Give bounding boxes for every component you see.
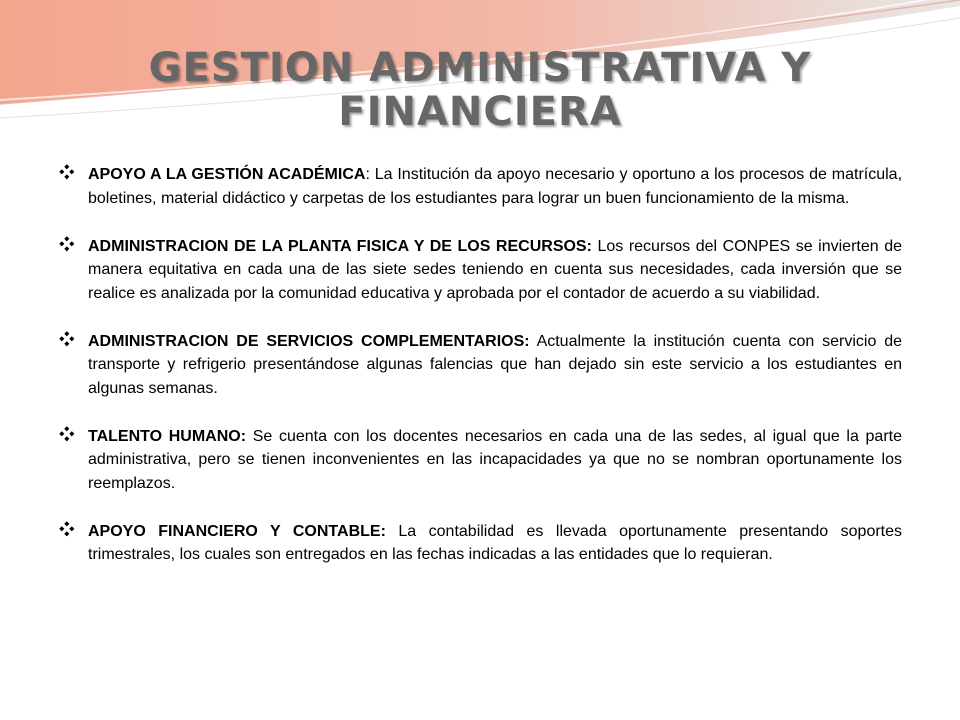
content-list <box>62 163 902 591</box>
list-item <box>62 235 902 306</box>
item-heading: ADMINISTRACION DE SERVICIOS COMPLEMENTARIOS: <box>88 332 530 350</box>
item-separator: : <box>365 166 370 183</box>
diamond-bullet-icon <box>59 331 75 347</box>
item-heading: APOYO A LA GESTIÓN ACADÉMICA <box>88 166 366 183</box>
item-text: La contabilidad es llevada oportunamente presentando soportes trimestrales, los cuales son entregados en las fechas indicadas a las entidades que lo requieran. <box>88 522 903 563</box>
page-title <box>0 46 960 134</box>
item-text: Se cuenta con los docentes necesarios en cada una de las sedes, al igual que la parte administrativa, pero se tienen inconvenientes en las incapacidades ya que no se nombran oportunamente los reemplazos. <box>88 427 902 492</box>
item-text: Actualmente la institución cuenta con servicio de transporte y refrigerio presentándose algunas falencias que han dejado sin este servicio a los estudiantes en algunas semanas. <box>88 332 902 397</box>
list-item <box>62 425 902 496</box>
item-heading: TALENTO HUMANO: <box>88 427 247 445</box>
diamond-bullet-icon <box>59 426 75 442</box>
item-heading: APOYO FINANCIERO Y CONTABLE: <box>88 522 386 540</box>
list-item <box>62 163 902 210</box>
list-item <box>62 330 902 401</box>
item-text: La Institución da apoyo necesario y oportuno a los procesos de matrícula, boletines, material didáctico y carpetas de los estudiantes para lograr un buen funcionamiento de la misma. <box>88 166 903 207</box>
diamond-bullet-icon <box>59 164 75 180</box>
item-text: Los recursos del CONPES se invierten de manera equitativa en cada una de las siete sedes teniendo en cuenta sus necesidades, cada inversión que se realice es analizada por la comunidad educativa y aprobada por el contador de acuerdo a su viabilidad. <box>88 237 902 302</box>
item-heading: ADMINISTRACION DE LA PLANTA FISICA Y DE LOS RECURSOS: <box>88 237 592 255</box>
list-item <box>62 520 902 567</box>
title-line-2: FINANCIERA <box>338 89 622 135</box>
title-line-1: GESTION ADMINISTRATIVA Y <box>148 45 812 91</box>
diamond-bullet-icon <box>59 521 75 537</box>
diamond-bullet-icon <box>59 236 75 252</box>
